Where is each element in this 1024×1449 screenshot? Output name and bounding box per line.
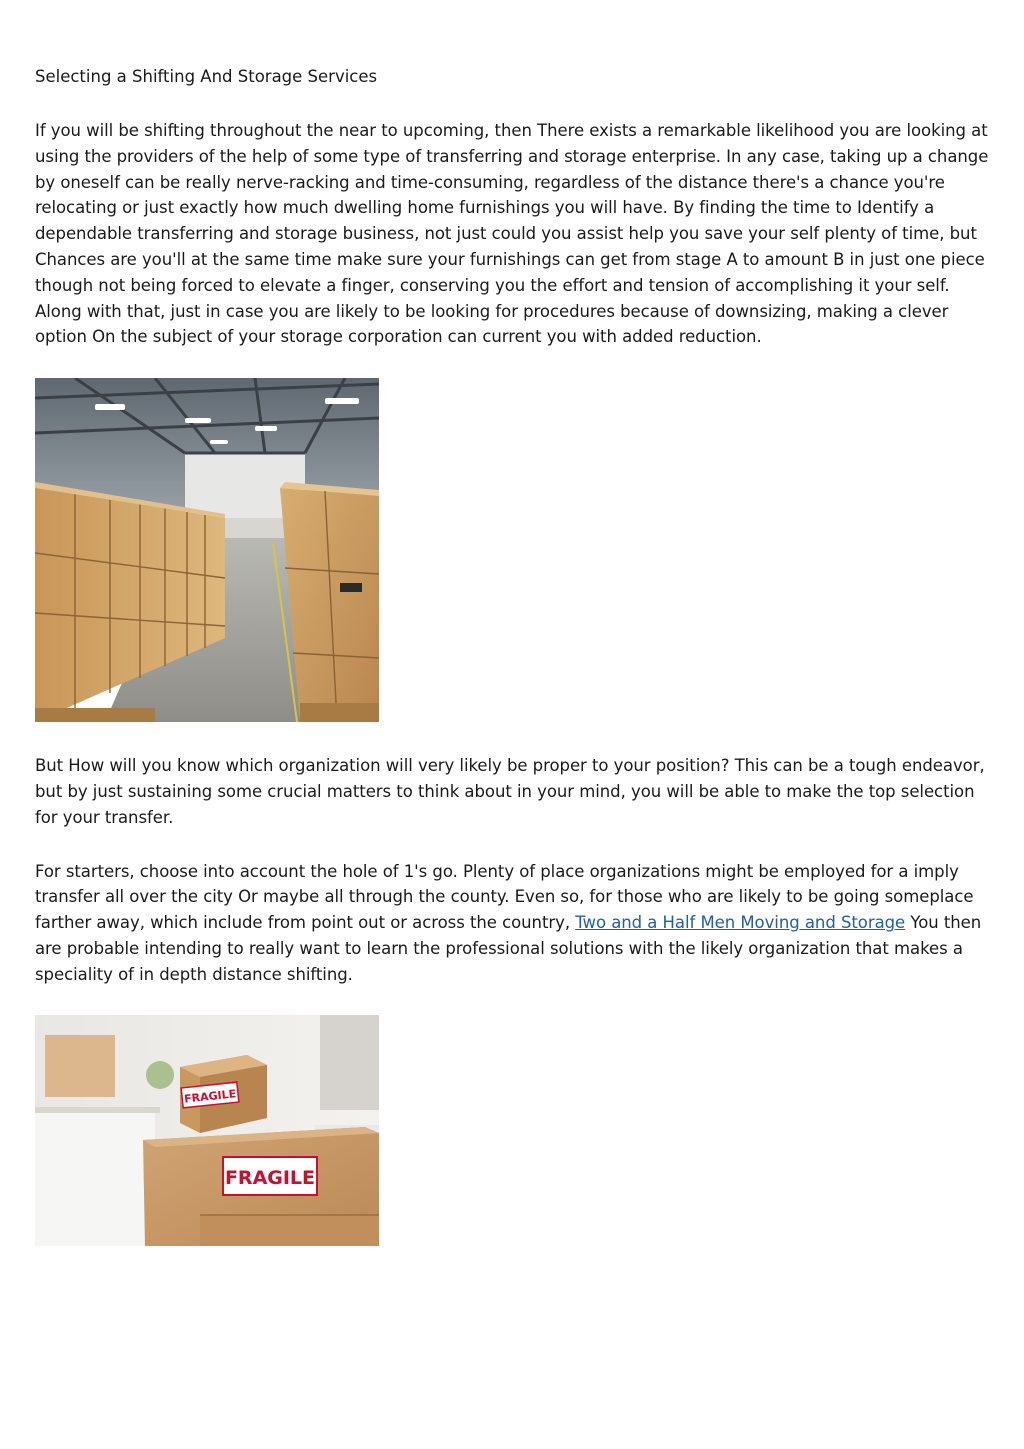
- paragraph-choosing: But How will you know which organization will very likely be proper to your position? This can be a tough endeavor, but by just sustaining some crucial matters to think about in your mind, you will be able to make the top selection for your transfer.: [35, 756, 985, 827]
- svg-text:FRAGILE: FRAGILE: [224, 1166, 316, 1189]
- paragraph-distance-text-b: You then are probable intending to really want to learn the professional solutions with the likely organization that makes a speciality of in depth distance shifting.: [35, 913, 982, 984]
- warehouse-crates-image: [35, 378, 379, 722]
- fragile-boxes-image: [35, 1015, 379, 1246]
- fragile-label-large: [223, 1157, 317, 1195]
- svg-text:FRAGILE: FRAGILE: [183, 1086, 237, 1106]
- paragraph-distance-text-a: For starters, choose into account the hole of 1's go. Plenty of place organizations might be employed for a imply transfer all over the city Or maybe all through the county. Even so, for those who are likely to be going someplace farther away, which include from point out or across the country,: [35, 861, 974, 933]
- paragraph-distance: [35, 859, 990, 988]
- document-title: Selecting a Shifting And Storage Services: [35, 67, 378, 86]
- moving-storage-link[interactable]: Two and a Half Men Moving and Storage: [575, 913, 906, 933]
- document-page: [35, 64, 990, 1246]
- paragraph-intro: If you will be shifting throughout the near to upcoming, then There exists a remarkable likelihood you are looking at using the providers of the help of some type of transferring and storage enterprise. In any case, taking up a change by oneself can be really nerve-racking and time-consuming, regardless of the distance there's a chance you're relocating or just exactly how much dwelling home furnishings you will have. By finding the time to Identify a dependable transferring and storage business, not just could you assist help you save your self plenty of time, but Chances are you'll at the same time make sure your furnishings can get from stage A to amount B in just one piece though not being forced to elevate a finger, conserving you the effort and tension of accomplishing it your self. Along with that, just in case you are likely to be looking for procedures because of downsizing, making a clever option On the subject of your storage corporation can current you with added reduction.: [35, 121, 989, 347]
